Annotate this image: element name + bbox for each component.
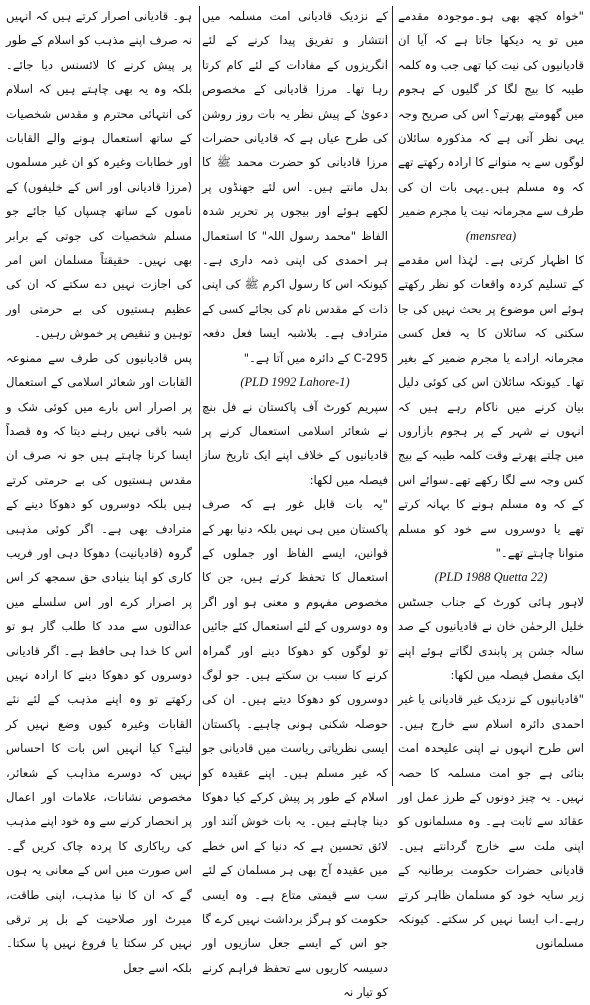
body-paragraph: ہو۔ قادیانی اصرار کرتے ہیں کہ انہیں نہ صرف اپنے مذہب کو اسلام کے طور پر پیش کرنے کا لائسنس دیا جائے۔ بلکہ وہ یہ بھی چاہتے ہیں کہ اسلام کی انتہائی محترم و مقدس شخصیات کے ساتھ استعمال ہونے والے القابات اور خطابات وغیرہ کو ان غیر مسلموں (مرزا قادیانی اور اس کے خلیفوں) کے ناموں کے ساتھ چسپاں کیا جائے جو مسلم شخصیات کی جوتی کے برابر بھی نہیں۔ حقیقتاً مسلمان اس امر کی اجازت نہیں دے سکتے کہ ان کی عظیم ہستیوں کی بے حرمتی اور توہین و تنقیص پر خموش رہیں۔ — [6, 9, 192, 341]
body-paragraph: سپریم کورٹ آف پاکستان نے فل بنچ نے شعائر اسلامی استعمال کرنے پر قادیانیوں کے خلاف اپنے ایک تاریخ ساز فیصلہ میں لکھا: — [202, 399, 388, 487]
quote-paragraph-continued: کا اظہار کرتی ہے۔ لہٰذا اس مقدمے کے تسلیم کردہ واقعات کو نظر رکھتے ہوئے اس موضوع پر بحث نہیں کی جا سکتی کہ سائلان کا یہ فعل کسی مجرمانہ ارادے یا مجرم ضمیر کے بغیر تھا۔ کیونکہ سائلان اس کی کوئی دلیل بیان کرنے میں ناکام رہے ہیں کہ انہوں نے شہر کے پر ہجوم بازاروں میں چلتے پھرتے وقت کلمہ طیبہ کے بیج کس وجہ سے لگا رکھے تھے۔سوائے اس کے کہ وہ مسلم ہونے کا بہانہ کرتے تھے یا دوسروں سے خود کو مسلم منوانا چاہتے تھے۔" — [398, 253, 584, 560]
quote-paragraph: "خواہ کچھ بھی ہو۔موجودہ مقدمے میں تو یہ دیکھا جاتا ہے کہ آیا ان قادیانیوں کی نیت کیا تھی جب وہ کلمہ طیبہ کا بیج لگا کر گلیوں کے ہجوم میں گھومتے پھرتے؟ اس کی صریح وجہ یہی نظر آتی ہے کہ مذکورہ سائلان لوگوں سے یہ منوانے کا ارادہ رکھتے تھے کہ وہ مسلم ہیں۔یہی بات ان کی طرف سے مجرمانہ نیت یا مجرم ضمیر — [398, 9, 584, 219]
column-right — [398, 4, 584, 951]
quote-paragraph: "یہ بات قابل غور ہے کہ صرف پاکستان میں ہی نہیں بلکہ دنیا بھر کے قوانین، ایسے الفاظ اور جملوں کے استعمال کا تحفظ کرتے ہیں، جن کا مخصوص مفہوم و معنی ہو اور اگر وہ دوسروں کے لئے استعمال کئے جائیں تو لوگوں کو دھوکا دینے اور گمراہ کرنے کا سبب بن سکتے ہیں۔ جو لوگ دوسروں کو دھوکا دیتے ہیں۔ ان کی حوصلہ شکنی ہونی چاہیے۔ پاکستان ایسی نظریاتی ریاست میں قادیانی جو کہ غیر مسلم ہیں۔ اپنے عقیدہ کو اسلام کے طور پر پیش کرکے کیا دھوکا دینا چاہتے ہیں۔ یہ بات خوش آئند اور لائق تحسین ہے کہ دنیا کے اس خطے میں عقیدہ آج بھی ہر مسلمان کے لئے سب سے قیمتی متاع ہے۔ وہ ایسی حکومت کو ہرگز برداشت نہیں کرے گا جو اس کے ایسے جعل سازیوں اور دسیسہ کاریوں سے تحفظ فراہم کرنے کو تیار نہ — [202, 497, 388, 1000]
column-left — [6, 4, 192, 975]
column-divider — [199, 6, 200, 786]
body-paragraph: پس قادیانیوں کی طرف سے ممنوعہ القابات اور شعائر اسلامی کے استعمال پر اصرار اس بارے میں کوئی شک و شبہ باقی نہیں رہنے دیتا کہ وہ قصداً ایسا کرنا چاہتے ہیں جو نہ صرف ان مقدس ہستیوں کی بے حرمتی کرتے ہیں بلکہ دوسروں کو دھوکا دینے کے مترادف بھی ہے۔ اگر کوئی مذہبی گروہ (قادیانیت) دھوکا دہی اور فریب کاری کو اپنا بنیادی حق سمجھ کر اس پر اصرار کرے اور اس سلسلے میں عدالتوں سے مدد کا طلب گار ہو تو اس کا خدا ہی حافظ ہے۔ اگر قادیانی دوسروں کو دھوکا دینے کا ارادہ نہیں رکھتے تو وہ اپنے مذہب کے لئے نئے القابات وغیرہ کیوں وضع نہیں کر لیتے؟ کیا انہیں اس بات کا احساس نہیں کہ دوسرے مذاہب کے شعائر، مخصوص نشانات، علامات اور اعمال پر انحصار کرنے سے وہ خود اپنے مذہب کی ریاکاری کا پردہ چاک کریں گے۔ اس صورت میں اس کے معانی یہ ہوں گے کہ ان کا نیا مذہب، اپنی طاقت، میرٹ اور صلاحیت کے بل پر ترقی نہیں کر سکتا یا فروغ نہیں پا سکتا۔ بلکہ اسے جعل — [6, 350, 192, 975]
citation: (PLD 1988 Quetta 22) — [434, 570, 548, 585]
column-divider — [392, 6, 393, 786]
quote-paragraph: کے نزدیک قادیانی امت مسلمہ میں انتشار و تفریق پیدا کرنے کے لئے انگریزوں کے مفادات کے لئے کام کرتا رہا تھا۔ مرزا قادیانی کے مخصوص دعویٰ کے پیش نظر یہ بات روز روشن کی طرح عیاں ہے کہ قادیانی حضرات مرزا قادیانی کو حضرت محمد ﷺ کا بدل مانتے ہیں۔ اس لئے جھنڈوں پر لکھے ہوئے اور بیجوں پر تحریر شدہ الفاظ "محمد رسول اللہ" کا استعمال ہر احمدی کی اپنی ذمہ داری ہے۔ کیونکہ اس کا رسول اکرم ﷺ کی اپنی ذات کے مقدس نام کی بجائے کسی کے مترادف ہے۔ بلاشبہ ایسا فعل دفعہ 295-C کے دائرہ میں آتا ہے۔" — [202, 9, 388, 365]
legal-term: (mensrea) — [465, 228, 517, 243]
quote-paragraph: "قادیانیوں کے نزدیک غیر قادیانی یا غیر احمدی دائرہ اسلام سے خارج ہیں۔ اس طرح انہوں نے اپنی علیحدہ امت بنائی ہے جو امت مسلمہ کا حصہ نہیں۔ یہ چیز دونوں کے طرز عمل اور عقائد سے ثابت ہے۔ وہ مسلمانوں کو اپنی ملت سے خارج گردانتے ہیں۔ قادیانی حضرات حکومت برطانیہ کے زیر سایہ خود کو مسلمان ظاہر کرتے رہے۔اب ایسا نہیں کر سکتے۔ کیونکہ مسلمانوں — [398, 692, 584, 951]
body-paragraph: لاہور ہائی کورٹ کے جناب جسٹس خلیل الرحمٰن خان نے قادیانیوں کے صد سالہ جشن پر پابندی لگاتے ہوئے اپنے ایک مفصل فیصلہ میں لکھا: — [398, 594, 584, 682]
citation: (PLD 1992 Lahore-1) — [240, 375, 350, 390]
column-middle — [202, 4, 388, 1000]
